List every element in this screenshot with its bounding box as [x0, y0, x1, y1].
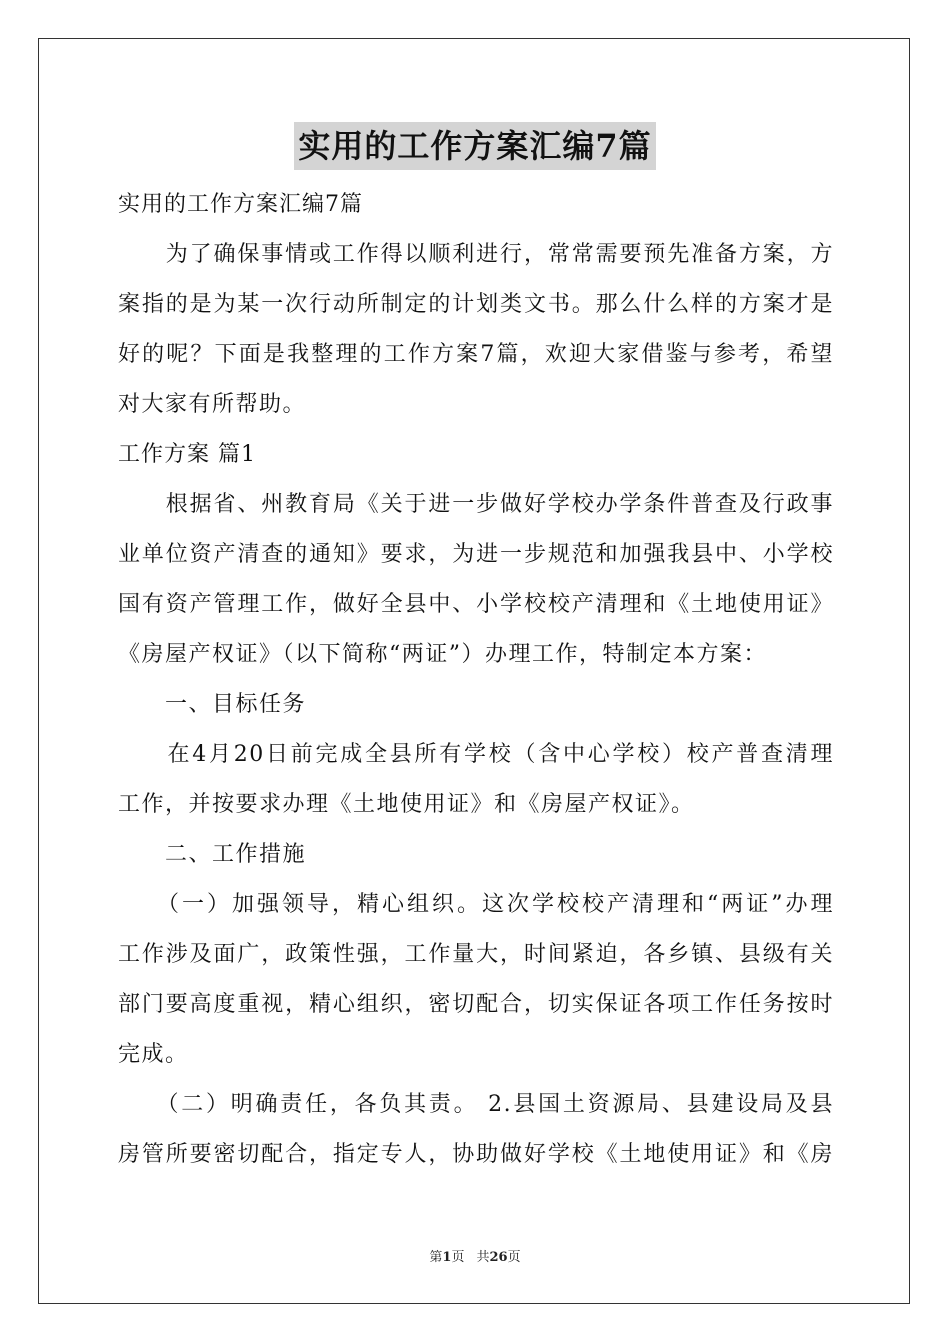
page-prefix: 第 [429, 1250, 443, 1265]
text-line: 部门要高度重视，精心组织，密切配合，切实保证各项工作任务按时 [118, 992, 834, 1017]
text-line: 好的呢？下面是我整理的工作方案7篇，欢迎大家借鉴与参考，希望 [118, 342, 834, 367]
text-line: 案指的是为某一次行动所制定的计划类文书。那么什么样的方案才是 [118, 292, 834, 317]
document-body [118, 180, 834, 1180]
total-prefix: 共 [476, 1250, 490, 1265]
document-title [0, 122, 950, 170]
text-line: 房管所要密切配合，指定专人，协助做好学校《土地使用证》和《房 [118, 1142, 834, 1167]
page-number: 1 [442, 1250, 452, 1265]
text-line: （一）加强领导，精心组织。这次学校校产清理和“两证”办理 [118, 892, 834, 917]
text-line: 《房屋产权证》（以下简称“两证”）办理工作，特制定本方案： [118, 642, 767, 667]
text-line: 工作方案 篇1 [118, 442, 256, 467]
text-line: 根据省、州教育局《关于进一步做好学校办学条件普查及行政事 [118, 492, 834, 517]
text-line: （二）明确责任，各负其责。 2.县国土资源局、县建设局及县 [118, 1092, 834, 1117]
total-suffix: 页 [507, 1250, 521, 1265]
text-line: 业单位资产清查的通知》要求，为进一步规范和加强我县中、小学校 [118, 542, 834, 567]
text-line: 为了确保事情或工作得以顺利进行，常常需要预先准备方案，方 [118, 242, 834, 267]
text-line: 对大家有所帮助。 [118, 392, 307, 417]
document-title-text: 实用的工作方案汇编7篇 [294, 122, 655, 170]
page-footer [0, 1246, 950, 1265]
text-line: 实用的工作方案汇编7篇 [118, 192, 363, 217]
text-line: 完成。 [118, 1042, 189, 1067]
text-line: 二、工作措施 [118, 842, 307, 867]
page-suffix: 页 [451, 1250, 465, 1265]
text-line: 工作，并按要求办理《土地使用证》和《房屋产权证》。 [118, 792, 695, 817]
text-line: 工作涉及面广，政策性强，工作量大，时间紧迫，各乡镇、县级有关 [118, 942, 834, 967]
text-line: 在4月20日前完成全县所有学校（含中心学校）校产普查清理 [118, 742, 834, 767]
text-line: 国有资产管理工作，做好全县中、小学校校产清理和《土地使用证》 [118, 592, 834, 617]
text-line: 一、目标任务 [118, 692, 307, 717]
total-pages: 26 [489, 1250, 508, 1265]
